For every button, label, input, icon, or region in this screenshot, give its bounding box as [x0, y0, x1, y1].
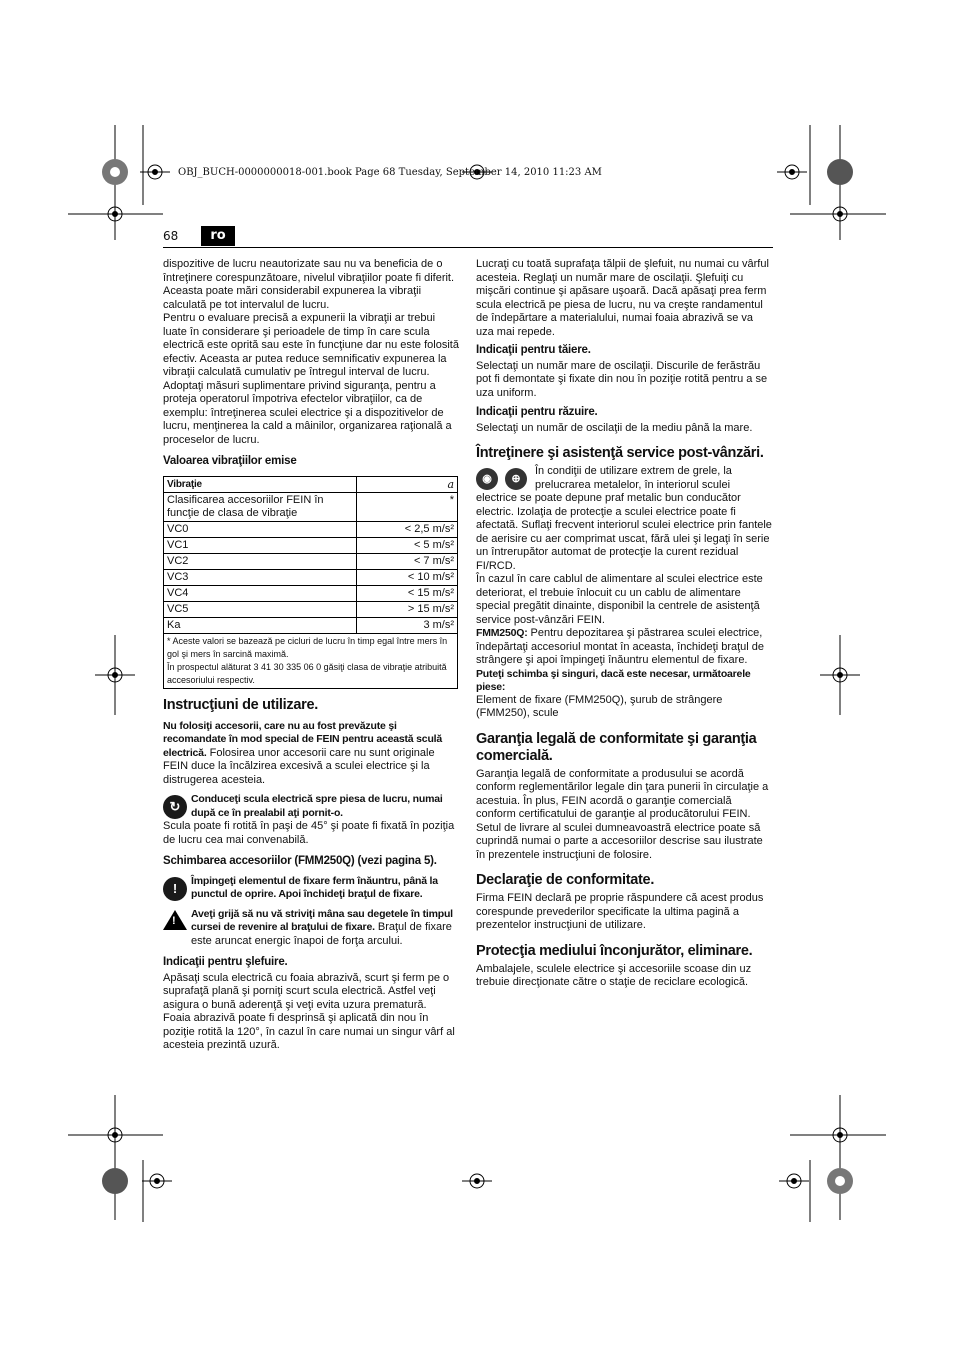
warning-block: [163, 908, 459, 949]
paragraph: Scula poate fi rotită în paşi de 45° şi poate fi fixată în poziţia de lucru cea mai convenabilă.: [163, 820, 455, 846]
paragraph: Selectaţi un număr de oscilaţii de la mediu până la mare.: [476, 421, 753, 434]
paragraph: Element de fixare (FMM250Q), şurub de strângere (FMM250), scule: [476, 693, 723, 719]
accessories-warning: Nu folosiţi accesorii, care nu au fost prevăzute şi recomandate în mod special de FEIN pentru această sculă electrică.: [163, 719, 443, 759]
table-header-cell: Vibraţie: [164, 476, 357, 492]
maintenance-block: [476, 465, 772, 573]
table-cell: VC5: [164, 601, 357, 617]
scraping-heading: Indicaţii pentru răzuire.: [476, 406, 598, 418]
table-cell: < 5 m/s²: [357, 537, 458, 553]
table-cell: *: [357, 492, 458, 521]
table-note-2: În prospectul alăturat 3 41 30 335 06 0 găsiţi clasa de vibraţie atribuită accesoriului respectiv.: [167, 661, 447, 685]
power-on-icon: ↻: [163, 795, 187, 819]
warranty-heading: Garanţia legală de conformitate şi garanţia comercială.: [476, 730, 757, 764]
paragraph: [163, 720, 459, 788]
hint-text: Conduceţi scula electrică spre piesa de lucru, numai după ce în prealabil aţi pornit-o.: [191, 793, 443, 819]
hint-block: [163, 793, 459, 820]
paragraph: Setul de livrare al sculei dumneavoastră electrice poate să cuprindă numai o parte a accesoriilor descrise sau ilustrate în prezentele instrucţiuni de folosire.: [476, 821, 763, 861]
vibration-heading: Valoarea vibraţiilor emise: [163, 455, 297, 467]
table-cell: > 15 m/s²: [357, 601, 458, 617]
paragraph: dispozitive de lucru neautorizate sau nu va beneficia de o întreţinere corespunzătoare, nivelul vibraţiilor poate fi diferit. Aceasta poate mări considerabil expunerea la vibraţii calculată pe tot intervalul de lucru.: [163, 258, 455, 311]
table-cell: VC3: [164, 569, 357, 585]
rcd-icon: ⊕: [505, 468, 527, 490]
table-cell: VC2: [164, 553, 357, 569]
paragraph: Foaia abrazivă poate fi desprinsă şi aplicată din nou în poziţie rotită la 120°, în cazul în care numai un singur vârf al acesteia prezintă uzură.: [163, 1012, 455, 1051]
paragraph: Firma FEIN declară pe proprie răspundere că acest produs corespunde prevederilor specificate la ultima pagină a prezentelor instrucţiuni de utilizare.: [476, 892, 764, 931]
replaceable-parts-heading: Puteţi schimba şi singuri, dacă este necesar, următoarele piese:: [476, 667, 751, 693]
table-row: [164, 601, 458, 617]
paragraph: În condiţii de utilizare extrem de grele, la prelucrarea metalelor, în interiorul sculei electrice se poate depune praf metalic bun conducător electric. Izolaţia de protecţie a sculei electrice poate fi afectată. Suflaţi frecvent interiorul sculei electrice prin fantele de aerisire cu aer comprimat uscat, fără ulei şi legaţi în serie un întrerupător automat de protecţie la curent rezidual FI/RCD.: [476, 465, 772, 572]
page-number: 68: [163, 229, 179, 243]
table-cell: < 7 m/s²: [357, 553, 458, 569]
environment-heading: Protecţia mediului înconjurător, eliminare.: [476, 942, 753, 959]
table-cell: VC0: [164, 521, 357, 537]
table-row: [164, 553, 458, 569]
change-accessories-heading: Schimbarea accesoriilor (FMM250Q) (vezi pagina 5).: [163, 855, 437, 867]
table-cell: < 2,5 m/s²: [357, 521, 458, 537]
table-note-1: * Aceste valori se bazează pe cicluri de lucru în timp egal între mers în gol şi mers în sarcină maximă.: [167, 635, 448, 659]
paragraph: Ambalajele, sculele electrice şi accesoriile scoase din uz trebuie direcţionate către o staţie de reciclare ecologică.: [476, 962, 752, 988]
header-rule: [163, 247, 773, 248]
table-row: [164, 569, 458, 585]
warning-text: Aveţi grijă să nu vă striviţi mâna sau degetele în timpul cursei de revenire al braţului de fixare. Braţul de fixare este aruncat energic înapoi de forţa arcului.: [191, 907, 453, 947]
paragraph: Lucraţi cu toată suprafaţa tălpii de şlefuit, nu numai cu vârful acesteia. Reglaţi un număr mare de oscilaţii. Şlefuiţi cu mişcări continue şi apăsare uşoară. Dacă apăsaţi prea ferm scula electrică pe piesa de lucru, nu va creşte randamentul de îndepărtare a materialului, numai foaia abrazivă se va uza mai repede.: [476, 258, 769, 338]
table-header-row: [164, 476, 458, 492]
exclamation-icon: !: [163, 877, 187, 901]
paragraph: Adoptaţi măsuri suplimentare privind siguranţa, pentru a proteja operatorul împotriva efectelor vibraţiilor, ca de exemplu: întreţinerea sculei electrice şi a dispozitivelor de lucru, menţinerea la cald a mâinilor, organizarea raţională a proceselor de lucru.: [163, 379, 452, 446]
table-row: [164, 585, 458, 601]
paragraph: Selectaţi un număr mare de oscilaţii. Discurile de ferăstrău pot fi demontate şi fixate din nou în poziţie rotită pentru a se uza uniform.: [476, 359, 768, 399]
right-column: [476, 258, 772, 990]
paragraph: Apăsaţi scula electrică cu foaia abrazivă, scurt şi ferm pe o suprafaţă plană şi porniţi scurt scula electrică. Astfel veţi asigura o bună aderenţă şi veţi evita uzura prematură.: [163, 971, 450, 1011]
paragraph: Garanţia legală de conformitate a produsului se acordă conform reglementărilor legale din ţara punerii în circulaţie a acestuia. În plus, FEIN acordă o garanţie comercială conform certificatului de garanţie al producătorului FEIN.: [476, 767, 769, 820]
left-column: [163, 258, 459, 1053]
table-cell: 3 m/s²: [357, 617, 458, 633]
table-note-row: [164, 633, 458, 688]
hint-block: [163, 875, 459, 902]
table-cell: < 15 m/s²: [357, 585, 458, 601]
vibration-table: [163, 476, 458, 689]
table-cell: VC1: [164, 537, 357, 553]
maintenance-heading: Întreţinere şi asistenţă service post-vânzări.: [476, 445, 764, 461]
table-note: [164, 633, 458, 688]
table-header-cell: a: [357, 476, 458, 492]
hint-text: Împingeţi elementul de fixare ferm înăuntru, până la punctul de oprire. Apoi închideţi braţul de fixare.: [191, 874, 438, 900]
table-cell: Ka: [164, 617, 357, 633]
sanding-heading: Indicaţii pentru şlefuire.: [163, 956, 288, 968]
table-cell: Clasificarea accesoriilor FEIN în funcţie de clasa de vibraţie: [164, 492, 357, 521]
cutting-heading: Indicaţii pentru tăiere.: [476, 344, 591, 356]
table-cell: VC4: [164, 585, 357, 601]
conformity-heading: Declaraţie de conformitate.: [476, 872, 655, 888]
table-row: [164, 617, 458, 633]
warning-triangle-icon: !: [163, 910, 187, 930]
table-cell: < 10 m/s²: [357, 569, 458, 585]
language-badge: ro: [201, 226, 235, 246]
paragraph: În cazul în care cablul de alimentare al sculei electrice este deteriorat, el trebuie înlocuit cu un cablu de alimentare special pregătit dinainte, disponibil la centrele de asistenţă service post-vânzări FEIN.: [476, 573, 763, 626]
file-info-line: OBJ_BUCH-0000000018-001.book Page 68 Tuesday, September 14, 2010 11:23 AM: [178, 167, 602, 178]
maintenance-icons: [476, 466, 531, 490]
air-nozzle-icon: ◉: [476, 468, 498, 490]
table-row: [164, 537, 458, 553]
paragraph: Pentru o evaluare precisă a expunerii la vibraţii ar trebui luate în considerare şi perioadele de timp în care scula electrică este oprită sau este în funcţiune dar nu este folosită efectiv. Aceasta ar putea reduce semnificativ expunerea la vibraţii calculată cumulativ pe întregul interval de lucru.: [163, 312, 459, 378]
instructions-heading: Instrucţiuni de utilizare.: [163, 696, 318, 713]
paragraph: FMM250Q: Pentru depozitarea şi păstrarea sculei electrice, îndepărtaţi accesoriul montat în aceasta, închideţi braţul de strângere şi apoi împingeţi înăuntru elementul de fixare.: [476, 627, 765, 666]
accessories-text: Folosirea unor accesorii care nu sunt originale FEIN duce la încălzirea excesivă a sculei electrice şi la distrugerea acesteia.: [163, 746, 435, 786]
table-row: [164, 492, 458, 521]
table-row: [164, 521, 458, 537]
